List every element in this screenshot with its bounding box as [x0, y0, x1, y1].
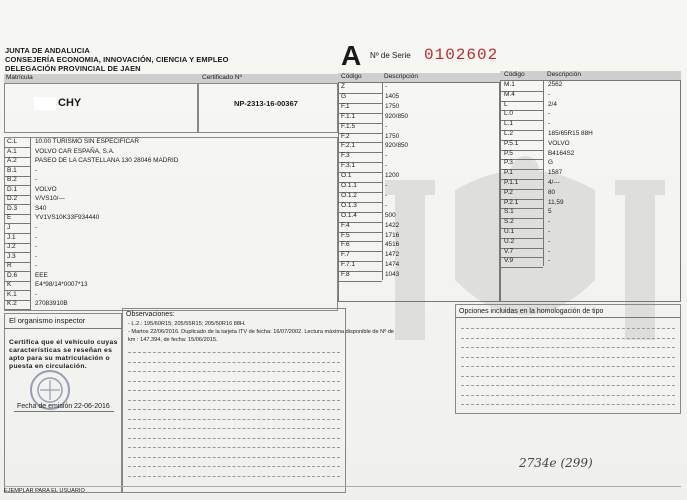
mid-row-code: O.1: [341, 172, 352, 180]
observaciones-rule: [128, 352, 340, 353]
mid-row-value: 1474: [385, 261, 400, 269]
left-field-code: K.2: [7, 300, 17, 308]
right-row-code: V.9: [504, 257, 514, 265]
observaciones-rule: [128, 438, 340, 439]
observaciones-rule: [128, 371, 340, 372]
left-fields-divider: [30, 137, 31, 311]
right-row-value: -: [548, 228, 551, 235]
observaciones-rule: [128, 362, 340, 363]
org-line-1: JUNTA DE ANDALUCIA: [5, 46, 90, 55]
observaciones-line-3: km : 147.394, de fecha: 15/06/2015.: [128, 337, 218, 343]
right-row-value: -: [548, 120, 551, 128]
right-row-code: L.2: [504, 130, 514, 137]
matricula-label: Matrícula: [6, 74, 33, 81]
mid-row-code: F.2: [341, 132, 350, 140]
right-row-code: L: [504, 100, 508, 108]
left-field-value: -: [35, 290, 38, 298]
mid-row-value: 1043: [385, 271, 400, 279]
left-field-code: E: [7, 214, 12, 222]
mid-row-code: F.2.1: [341, 142, 356, 150]
left-field-code: D.2: [7, 195, 18, 203]
observaciones-rule: [128, 428, 340, 429]
mid-row-value: 4516: [385, 241, 400, 249]
left-field-value: 27083910B: [35, 300, 68, 308]
cert-text-1: Certifica que el vehículo cuyas: [9, 339, 118, 346]
mid-row-value: 920/850: [385, 112, 409, 120]
mid-row-value: 1405: [385, 92, 400, 100]
observaciones-rule: [128, 381, 340, 382]
right-row-code: U.2: [504, 237, 515, 245]
mid-row-value: 1716: [385, 231, 400, 239]
right-row-value: 1587: [548, 169, 563, 177]
redacted-plate: [34, 97, 56, 110]
right-row-value: 2562: [548, 81, 563, 88]
right-row-code: P.5: [504, 149, 513, 157]
serie-number: 0102602: [424, 46, 499, 64]
right-row-code: P.5.1: [504, 139, 519, 147]
left-field-code: K: [7, 281, 12, 289]
left-field-code: J: [7, 223, 11, 231]
opciones-rule: [461, 347, 675, 348]
observaciones-rule: [128, 419, 340, 420]
observaciones-rule: [128, 390, 340, 391]
mid-row-value: 920/850: [385, 142, 409, 150]
mid-row-code: Z: [341, 83, 345, 90]
right-row-value: 80: [548, 188, 556, 196]
mid-row-code: F.1.5: [341, 122, 356, 130]
mid-row-value: 1750: [385, 102, 400, 110]
mid-row-value: 1750: [385, 132, 400, 140]
mid-row-code: O.1.1: [341, 182, 357, 189]
opciones-frame: [455, 304, 681, 414]
right-row-code: M.1: [504, 81, 515, 88]
right-desc-header: Descripción: [547, 71, 581, 78]
mid-row-code: O.1.3: [341, 201, 357, 209]
right-row-value: B4164S2: [548, 149, 575, 157]
mid-row-value: 1200: [385, 172, 400, 180]
right-table-divider: [543, 80, 544, 266]
right-row-code: L.1: [504, 120, 514, 128]
observaciones-rule: [128, 400, 340, 401]
right-row-code: P.1: [504, 169, 513, 177]
matricula-header-bg: [4, 74, 198, 83]
right-row-value: -: [548, 218, 551, 226]
left-field-code: K.1: [7, 290, 17, 298]
right-row-code: P.3: [504, 159, 513, 167]
mid-row-code: F.4: [341, 221, 350, 229]
right-row-code: S.1: [504, 208, 514, 216]
serie-label: Nº de Serie: [370, 51, 411, 60]
certificado-box: [198, 83, 338, 133]
left-field-rule: [4, 309, 30, 310]
right-row-value: 185/65R15 88H: [548, 130, 593, 137]
observaciones-line-1: - L.2.: 195/60R15; 205/55R15; 205/50R16 88H.: [128, 321, 246, 327]
observaciones-rule: [128, 457, 340, 458]
document-letter: A: [341, 40, 362, 71]
left-field-code: J.3: [7, 252, 16, 260]
right-row-code: M.4: [504, 90, 515, 98]
cert-text-3: apto para su matriculación o: [9, 355, 110, 362]
right-row-value: -: [548, 247, 551, 255]
mid-row-value: -: [385, 201, 388, 209]
mid-row-code: O.1.4: [341, 211, 357, 219]
mid-row-code: G: [341, 92, 347, 100]
observaciones-line-2: - Martos 22/06/2016. Duplicado de la tarjeta ITV de fecha: 16/07/2002. Lectura máxima disponible de Nº de: [128, 329, 395, 335]
left-field-value: S40: [35, 204, 47, 212]
mid-row-value: 1472: [385, 251, 400, 259]
mid-row-code: F.6: [341, 241, 350, 249]
mid-code-header: Código: [341, 73, 362, 80]
cert-text-2: características se reseñan es: [9, 347, 113, 354]
left-field-code: B.1: [7, 166, 17, 174]
opciones-title-rule: [455, 317, 681, 318]
opciones-rule: [461, 404, 675, 405]
observaciones-rule: [128, 447, 340, 448]
footer-rule: [4, 486, 681, 487]
left-field-code: C.L: [7, 138, 18, 145]
opciones-rule: [461, 395, 675, 396]
right-row-value: 11,59: [548, 198, 564, 206]
observaciones-rule: [128, 409, 340, 410]
right-row-rule: [500, 267, 543, 268]
right-row-code: U.1: [504, 228, 515, 235]
mid-row-value: 1422: [385, 221, 400, 229]
org-line-2: CONSEJERÍA ECONOMIA, INNOVACIÓN, CIENCIA Y EMPLEO: [5, 55, 229, 64]
left-field-value: V/VS10/---: [35, 195, 65, 203]
opciones-rule: [461, 328, 675, 329]
right-code-header: Código: [504, 71, 525, 78]
right-row-code: P.2: [504, 188, 513, 196]
left-field-code: J.2: [7, 243, 16, 251]
left-field-value: PASEO DE LA CASTELLANA 130 28046 MADRID: [35, 157, 179, 165]
left-field-value: E4*98/14*0007*13: [35, 281, 88, 289]
left-field-code: D.1: [7, 185, 18, 193]
mid-row-value: -: [385, 152, 388, 160]
left-field-value: -: [35, 223, 38, 231]
opciones-title: Opciones incluidas en la homologación de tipo: [459, 308, 604, 315]
right-row-code: P.2.1: [504, 198, 519, 206]
right-row-code: S.2: [504, 218, 514, 226]
mid-desc-header: Descripción: [384, 73, 418, 80]
observaciones-rule: [128, 466, 340, 467]
certificado-label: Certificado Nº: [202, 74, 242, 81]
left-field-code: B.2: [7, 176, 17, 184]
right-row-value: 2/4: [548, 100, 557, 108]
mid-row-value: 500: [385, 211, 396, 219]
right-row-value: 4/---: [548, 179, 560, 186]
mid-row-code: F.1.1: [341, 112, 356, 120]
mid-row-code: F.1: [341, 102, 350, 110]
mid-row-code: F.3: [341, 152, 350, 160]
opciones-rule: [461, 376, 675, 377]
left-field-code: D.3: [7, 204, 18, 212]
left-field-code: A.1: [7, 147, 17, 155]
fecha-underline: [14, 411, 114, 412]
left-field-value: -: [35, 176, 38, 184]
inspector-title: El organismo inspector: [9, 316, 86, 325]
left-field-code: D.6: [7, 271, 18, 279]
opciones-rule: [461, 366, 675, 367]
mid-row-code: F.8: [341, 271, 350, 279]
mid-row-code: O.1.2: [341, 191, 357, 199]
left-field-value: EEE: [35, 271, 48, 279]
right-row-value: 5: [548, 208, 552, 216]
fecha-label: Fecha de emisión: [17, 403, 73, 410]
left-field-value: YV1VS10K33F934440: [35, 214, 100, 222]
right-row-code: P.1.1: [504, 179, 519, 186]
mid-row-value: -: [385, 122, 388, 130]
inspector-title-rule: [4, 328, 122, 329]
left-field-value: VOLVO CAR ESPAÑA, S.A.: [35, 147, 115, 155]
opciones-rule: [461, 357, 675, 358]
left-field-code: J.1: [7, 233, 16, 241]
right-table-frame: [500, 80, 681, 302]
left-field-value: 10.00 TURISMO SIN ESPECIFICAR: [35, 138, 139, 145]
mid-row-value: -: [385, 182, 388, 189]
right-row-code: L.0: [504, 110, 514, 118]
right-row-value: -: [548, 237, 551, 245]
mid-row-rule: [338, 281, 382, 282]
mid-row-value: -: [385, 83, 388, 90]
right-row-value: -: [548, 110, 551, 118]
cert-text-4: puesta en circulación.: [9, 363, 87, 370]
matricula-value: CHY: [58, 97, 82, 109]
observaciones-title: Observaciones:: [126, 311, 175, 318]
right-row-code: V.7: [504, 247, 514, 255]
handwritten-note: 2734e (299): [519, 456, 593, 470]
mid-table-divider: [382, 82, 383, 280]
left-field-code: A.2: [7, 157, 17, 165]
right-row-value: -: [548, 90, 551, 98]
mid-row-code: F.3.1: [341, 162, 356, 170]
observaciones-rule: [128, 476, 340, 477]
mid-row-value: -: [385, 162, 388, 170]
org-line-3: DELEGACIÓN PROVINCIAL DE JAEN: [5, 64, 141, 73]
left-field-value: -: [35, 262, 38, 270]
mid-row-code: F.7: [341, 251, 350, 259]
left-field-value: -: [35, 166, 38, 174]
fecha-value: 22-06-2016: [74, 403, 110, 410]
left-field-value: -: [35, 243, 38, 251]
left-field-value: -: [35, 252, 38, 260]
mid-row-code: F.5: [341, 231, 350, 239]
mid-row-code: F.7.1: [341, 261, 356, 269]
left-field-value: -: [35, 233, 38, 241]
right-row-value: G: [548, 159, 553, 167]
certificado-value: NP-2313-16-00367: [234, 99, 298, 108]
right-row-value: -: [548, 257, 551, 265]
opciones-rule: [461, 385, 675, 386]
opciones-rule: [461, 338, 675, 339]
left-field-code: R: [7, 262, 12, 270]
left-field-value: VOLVO: [35, 185, 57, 193]
right-row-value: VOLVO: [548, 139, 570, 147]
mid-row-value: -: [385, 191, 388, 199]
ejemplar-label: EJEMPLAR PARA EL USUARIO: [4, 488, 85, 494]
